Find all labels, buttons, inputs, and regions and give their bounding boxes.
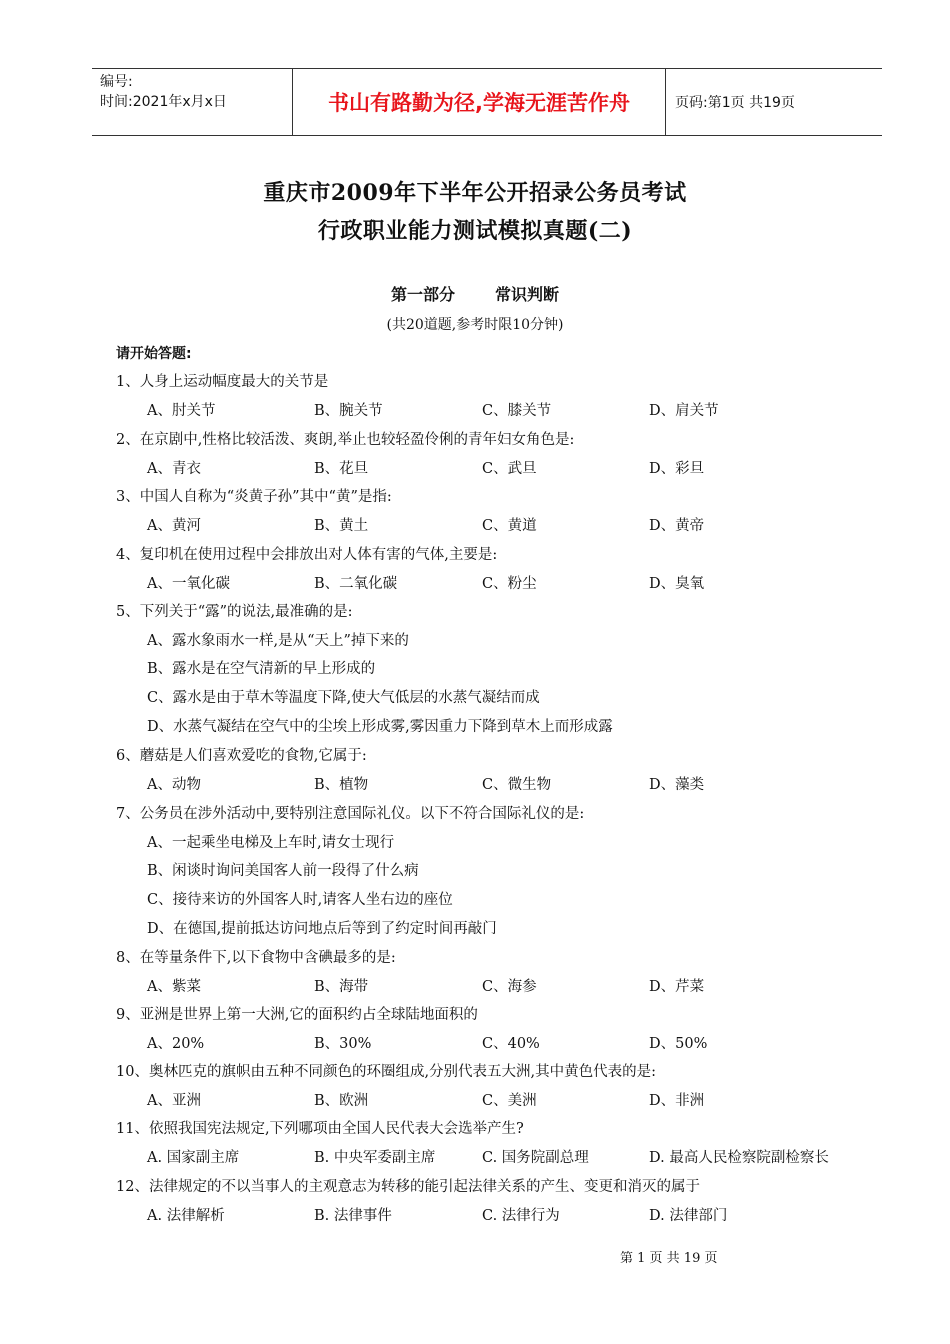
answer-option: C、粉尘 (482, 575, 537, 592)
question-text: 5、下列关于“露”的说法,最准确的是: (116, 604, 353, 620)
header-page-info: 页码:第1页 共19页 (675, 95, 795, 111)
question-text: 2、在京剧中,性格比较活泼、爽朗,举止也较轻盈伶俐的青年妇女角色是: (116, 432, 575, 448)
question-text: 7、公务员在涉外活动中,要特别注意国际礼仪。以下不符合国际礼仪的是: (116, 806, 585, 822)
answer-option: A、动物 (147, 776, 201, 793)
answer-option: C、武旦 (482, 460, 537, 477)
answer-option: A、20% (147, 1035, 205, 1052)
answer-option: B、海带 (314, 978, 369, 995)
answer-option: B、二氧化碳 (314, 575, 398, 592)
part-topic: 常识判断 (495, 285, 560, 304)
answer-option: D、在德国,提前抵达访问地点后等到了约定时间再敲门 (147, 920, 497, 937)
answer-option: B. 中央军委副主席 (314, 1149, 436, 1166)
answer-option: B、花旦 (314, 460, 369, 477)
answer-option: A. 国家副主席 (147, 1149, 240, 1166)
answer-option: A、亚洲 (147, 1092, 201, 1109)
question-text: 10、奥林匹克的旗帜由五种不同颜色的环圈组成,分别代表五大洲,其中黄色代表的是: (116, 1064, 657, 1080)
answer-option: D、肩关节 (649, 402, 719, 419)
code-label: 编号: (100, 74, 133, 90)
header-motto: 书山有路勤为径,学海无涯苦作舟 (292, 69, 666, 135)
answer-option: D. 法律部门 (649, 1207, 728, 1224)
answer-option: A、黄河 (147, 517, 201, 534)
answer-option: A、青衣 (147, 460, 201, 477)
answer-option: A、肘关节 (147, 402, 216, 419)
answer-option: C、海参 (482, 978, 537, 995)
answer-option: D、彩旦 (649, 460, 705, 477)
answer-option: D. 最高人民检察院副检察长 (649, 1149, 829, 1166)
answer-option: D、藻类 (649, 776, 705, 793)
answer-option: C、膝关节 (482, 402, 552, 419)
answer-option: A、一起乘坐电梯及上车时,请女士现行 (147, 834, 395, 851)
answer-option: B、欧洲 (314, 1092, 369, 1109)
answer-option: C. 国务院副总理 (482, 1149, 589, 1166)
header-meta (92, 69, 292, 135)
question-text: 1、人身上运动幅度最大的关节是 (116, 374, 329, 390)
part-heading (0, 282, 950, 305)
page-header (92, 68, 882, 136)
doc-title-line2: 行政职业能力测试模拟真题(二) (317, 218, 633, 244)
answer-option: D、芹菜 (649, 978, 705, 995)
answer-option: B、植物 (314, 776, 369, 793)
question-text: 3、中国人自称为“炎黄子孙”其中“黄”是指: (116, 489, 392, 505)
answer-option: D、臭氧 (649, 575, 705, 592)
answer-option: C、黄道 (482, 517, 537, 534)
answer-option: C、露水是由于草木等温度下降,使大气低层的水蒸气凝结而成 (147, 690, 540, 707)
answer-option: B、闲谈时询问美国客人前一段得了什么病 (147, 863, 419, 880)
question-text: 12、法律规定的不以当事人的主观意志为转移的能引起法律关系的产生、变更和消灭的属于 (116, 1179, 700, 1195)
time-label: 时间:2021年x月x日 (100, 94, 227, 110)
answer-option: B、腕关节 (314, 402, 383, 419)
answer-option: D、黄帝 (649, 517, 705, 534)
question-text: 8、在等量条件下,以下食物中含碘最多的是: (116, 950, 396, 966)
answer-option: D、50% (649, 1035, 708, 1052)
answer-option: C、接待来访的外国客人时,请客人坐右边的座位 (147, 892, 453, 909)
part-note: (共20道题,参考时限10分钟) (386, 317, 564, 333)
part-name: 第一部分 (390, 285, 455, 304)
answer-option: C、美洲 (482, 1092, 537, 1109)
answer-option: A、露水象雨水一样,是从“天上”掉下来的 (147, 632, 409, 649)
answer-option: A、紫菜 (147, 978, 201, 995)
answer-option: A、一氧化碳 (147, 575, 230, 592)
question-text: 11、依照我国宪法规定,下列哪项由全国人民代表大会选举产生? (116, 1121, 524, 1137)
question-text: 6、蘑菇是人们喜欢爱吃的食物,它属于: (116, 748, 367, 764)
answer-option: C、40% (482, 1035, 540, 1052)
answer-option: C. 法律行为 (482, 1207, 560, 1224)
answer-option: B、30% (314, 1035, 372, 1052)
answer-option: B、露水是在空气清新的早上形成的 (147, 661, 376, 678)
answer-option: C、微生物 (482, 776, 552, 793)
answer-option: A. 法律解析 (147, 1207, 225, 1224)
answer-option: B、黄土 (314, 517, 369, 534)
question-text: 9、亚洲是世界上第一大洲,它的面积约占全球陆地面积的 (116, 1007, 478, 1023)
answer-option: D、水蒸气凝结在空气中的尘埃上形成雾,雾因重力下降到草木上而形成露 (147, 718, 613, 735)
doc-title-line1: 重庆市2009年下半年公开招录公务员考试 (263, 180, 687, 206)
page-footer: 第 1 页 共 19 页 (620, 1251, 718, 1266)
start-prompt: 请开始答题: (116, 346, 192, 362)
answer-option: D、非洲 (649, 1092, 705, 1109)
answer-option: B. 法律事件 (314, 1207, 392, 1224)
question-text: 4、复印机在使用过程中会排放出对人体有害的气体,主要是: (116, 547, 498, 563)
